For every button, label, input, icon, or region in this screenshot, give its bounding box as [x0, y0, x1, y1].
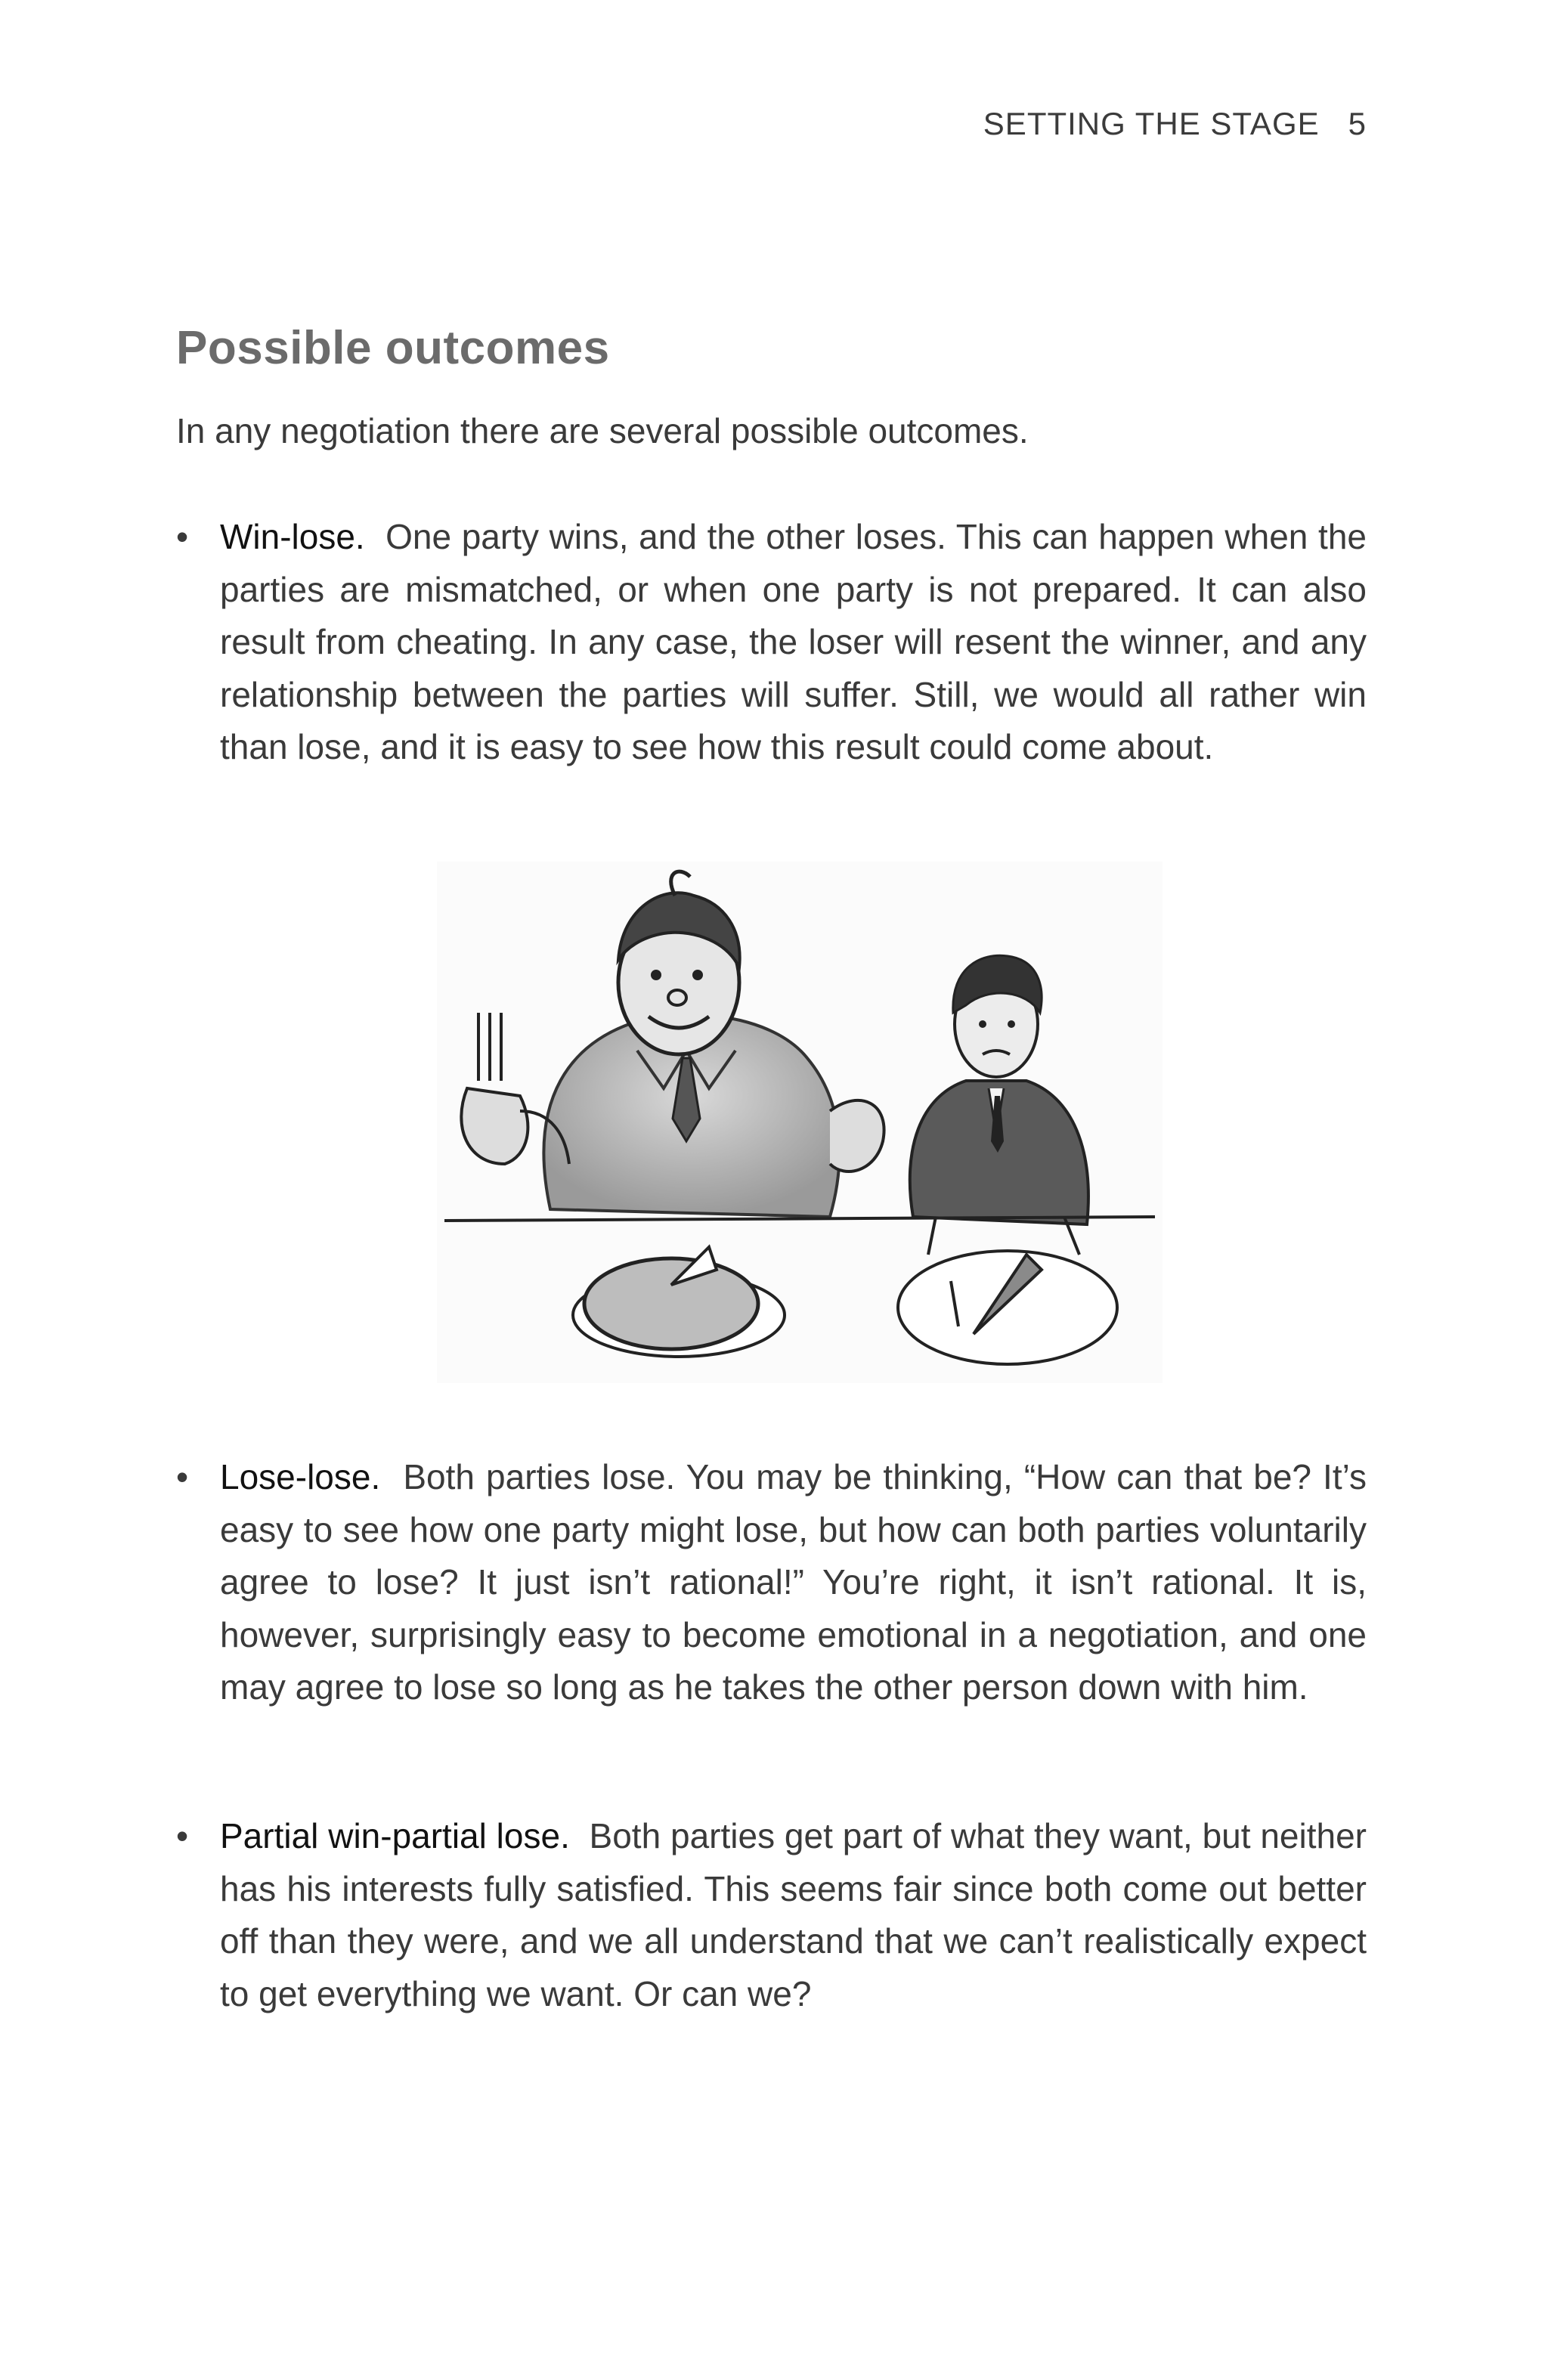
bullet-partial-win-partial-lose	[176, 1810, 1367, 2020]
bullet-glyph: •	[176, 517, 189, 556]
bullet-term: Partial win-partial lose.	[220, 1816, 570, 1855]
running-title: SETTING THE STAGE	[983, 106, 1320, 141]
bullet-text: Both parties lose. You may be thinking, “How can that be? It’s easy to see how one party might lose, but how can both parties voluntarily agree to lose? It just isn’t rational!” You’re right, it isn’t rational. It is, however, surprisingly easy to become emotional in a negotiation, and one may agree to lose so long as he takes the other person down with him.	[220, 1457, 1367, 1707]
running-header	[983, 106, 1367, 142]
bullet-text: Both parties get part of what they want, but neither has his interests fully satisfied. This seems fair since both come out better off than they were, and we all understand that we can’t realistically expect to get everything we want. Or can we?	[220, 1816, 1367, 2013]
section-title: Possible outcomes	[176, 322, 610, 374]
bullet-lose-lose	[176, 1451, 1367, 1714]
bullet-term: Win-lose.	[220, 517, 365, 556]
win-lose-cartoon-illustration	[437, 862, 1163, 1383]
section-intro: In any negotiation there are several possible outcomes.	[176, 411, 1029, 450]
bullet-body	[220, 1451, 1367, 1714]
bullet-win-lose	[176, 511, 1367, 774]
bullet-glyph: •	[176, 1816, 189, 1855]
bullet-term: Lose-lose.	[220, 1457, 381, 1496]
bullet-body	[220, 511, 1367, 774]
bullet-body	[220, 1810, 1367, 2020]
page-number: 5	[1348, 106, 1367, 141]
bullet-glyph: •	[176, 1457, 189, 1496]
small-slice-plate	[898, 1251, 1117, 1364]
bullet-text: One party wins, and the other loses. This can happen when the parties are mismatched, or when one party is not prepared. It can also result from cheating. In any case, the loser will resent the winner, and any relationship between the parties will suffer. Still, we would all rather win than lose, and it is easy to see how this result could come about.	[220, 517, 1367, 766]
